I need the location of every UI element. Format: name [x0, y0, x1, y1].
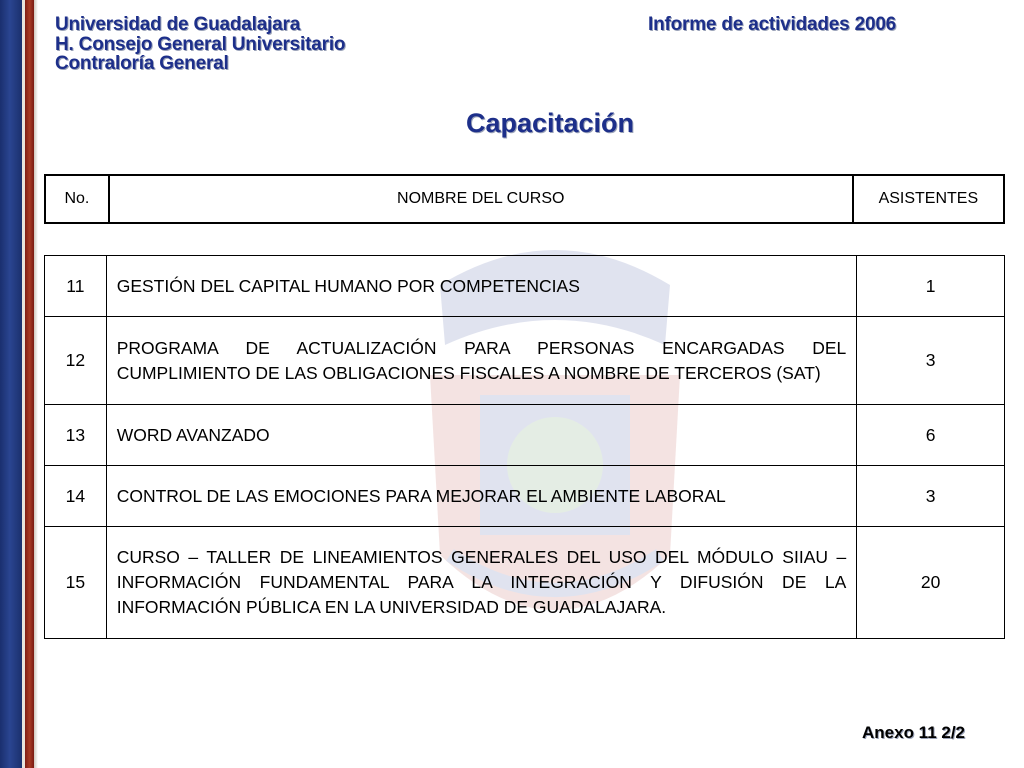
table-header	[44, 174, 1005, 224]
header-line-university: Universidad de Guadalajara	[55, 14, 301, 35]
cell-attendees: 3	[857, 317, 1005, 405]
cell-course-name: CONTROL DE LAS EMOCIONES PARA MEJORAR EL AMBIENTE LABORAL	[106, 466, 857, 527]
cell-attendees: 1	[857, 256, 1005, 317]
cell-no: 14	[45, 466, 107, 527]
cell-attendees: 6	[857, 405, 1005, 466]
cell-course-name: GESTIÓN DEL CAPITAL HUMANO POR COMPETENCIAS	[106, 256, 857, 317]
cell-attendees: 3	[857, 466, 1005, 527]
table-row	[45, 405, 1005, 466]
cell-course-name: WORD AVANZADO	[106, 405, 857, 466]
table-row	[45, 256, 1005, 317]
cell-no: 15	[45, 527, 107, 639]
institution-header	[55, 15, 345, 74]
table-row	[45, 527, 1005, 639]
cell-course-name: PROGRAMA DE ACTUALIZACIÓN PARA PERSONAS ENCARGADAS DEL CUMPLIMIENTO DE LAS OBLIGACIONES FISCALES A NOMBRE DE TERCEROS (SAT)	[106, 317, 857, 405]
cell-attendees: 20	[857, 527, 1005, 639]
cell-no: 11	[45, 256, 107, 317]
cell-no: 13	[45, 405, 107, 466]
table-row	[45, 317, 1005, 405]
header-row	[45, 175, 1004, 223]
cell-no: 12	[45, 317, 107, 405]
column-header-attendees: ASISTENTES	[853, 175, 1004, 223]
page-title: Capacitación	[465, 108, 635, 138]
column-header-course-name: NOMBRE DEL CURSO	[109, 175, 853, 223]
courses-table	[44, 255, 1005, 639]
header-line-comptroller: Contraloría General	[55, 53, 229, 74]
report-title: Informe de actividades 2006	[648, 14, 897, 35]
column-header-no: No.	[45, 175, 109, 223]
header-line-council: H. Consejo General Universitario	[55, 33, 346, 55]
annex-label: Anexo 11 2/2	[862, 723, 966, 742]
table-row	[45, 466, 1005, 527]
cell-course-name: CURSO – TALLER DE LINEAMIENTOS GENERALES DEL USO DEL MÓDULO SIIAU – INFORMACIÓN FUNDAMENTAL PARA LA INTEGRACIÓN Y DIFUSIÓN DE LA INFORMACIÓN PÚBLICA EN LA UNIVERSIDAD DE GUADALAJARA.	[106, 527, 857, 639]
